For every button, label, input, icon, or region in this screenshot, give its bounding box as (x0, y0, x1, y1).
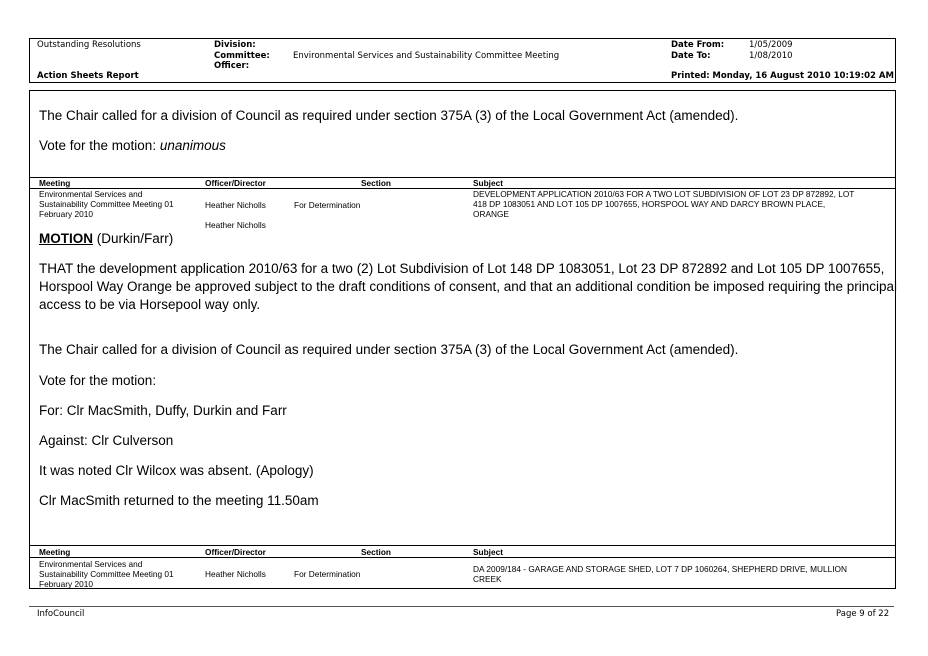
footer-rule (29, 606, 894, 607)
motion-text-line: access to be via Horsepool way only. (39, 297, 261, 312)
table2-header-top-rule (29, 545, 896, 546)
item1-vote-label: Vote for the motion: (39, 373, 157, 388)
item1-subject-line: ORANGE (473, 209, 509, 219)
col-header-section: Section (361, 178, 391, 188)
footer-left: InfoCouncil (37, 609, 85, 619)
item1-meeting-line: Sustainability Committee Meeting 01 (39, 199, 174, 209)
motion-text (39, 260, 897, 314)
division-label: Division: (214, 40, 256, 50)
item1-subject-line: DEVELOPMENT APPLICATION 2010/63 FOR A TWO LOT SUBDIVISION OF LOT 23 DP 872892, LOT (473, 189, 855, 199)
footer-page-number: Page 9 of 22 (836, 609, 890, 619)
item2-section: For Determination (294, 569, 361, 579)
item1-section: For Determination (294, 200, 361, 210)
item1-return-note: Clr MacSmith returned to the meeting 11.50am (39, 493, 319, 508)
date-to-label: Date To: (671, 51, 711, 61)
officer-label: Officer: (214, 61, 250, 71)
col-header-subject: Subject (473, 547, 503, 557)
committee-value: Environmental Services and Sustainability Committee Meeting (293, 51, 560, 61)
date-from-label: Date From: (671, 40, 725, 50)
motion-movers: (Durkin/Farr) (93, 231, 174, 246)
item2-subject-line: CREEK (473, 574, 502, 584)
item1-subject-line: 418 DP 1083051 AND LOT 105 DP 1007655, HORSPOOL WAY AND DARCY BROWN PLACE, (473, 199, 826, 209)
date-from-value: 1/05/2009 (749, 40, 793, 50)
printed-value: Monday, 16 August 2010 10:19:02 AM (712, 71, 894, 81)
item1-meeting (39, 189, 174, 219)
item2-officer: Heather Nicholls (205, 569, 266, 579)
col-header-meeting: Meeting (39, 547, 71, 557)
table2-header-bottom-rule (29, 557, 896, 558)
date-to-value: 1/08/2010 (749, 51, 793, 61)
item2-meeting-line: Environmental Services and (39, 559, 143, 569)
item1-subject (473, 189, 854, 219)
item1-officer: Heather Nicholls (205, 200, 266, 210)
motion-text-line: THAT the development application 2010/63 for a two (2) Lot Subdivision of Lot 148 DP 1083051, Lot 23 DP 872892 and Lot 105 DP 1007655, (39, 261, 885, 276)
vote-value: unanimous (159, 138, 226, 153)
item1-meeting-line: February 2010 (39, 209, 93, 219)
item2-subject (473, 564, 847, 584)
item1-officer-repeat: Heather Nicholls (205, 220, 266, 230)
report-title: Action Sheets Report (37, 71, 139, 81)
item2-meeting (39, 559, 174, 589)
col-header-meeting: Meeting (39, 178, 71, 188)
motion-text-line: Horspool Way Orange be approved subject to the draft conditions of consent, and that an additional condition be imposed requiring the principal (39, 279, 898, 294)
item2-subject-line: DA 2009/184 - GARAGE AND STORAGE SHED, LOT 7 DP 1060264, SHEPHERD DRIVE, MULLION (473, 564, 847, 574)
col-header-officer: Officer/Director (205, 547, 266, 557)
col-header-officer: Officer/Director (205, 178, 266, 188)
col-header-subject: Subject (473, 178, 503, 188)
committee-label: Committee: (214, 51, 270, 61)
item2-meeting-line: Sustainability Committee Meeting 01 (39, 569, 174, 579)
item1-vote-against: Against: Clr Culverson (39, 433, 174, 448)
table-header-top-rule (29, 177, 896, 178)
printed-label: Printed: (671, 71, 710, 81)
item1-absence-note: It was noted Clr Wilcox was absent. (Apology) (39, 463, 314, 478)
col-header-section: Section (361, 547, 391, 557)
item1-chair-division-text: The Chair called for a division of Council as required under section 375A (3) of the Local Government Act (amended). (39, 342, 739, 357)
item1-meeting-line: Environmental Services and (39, 189, 143, 199)
motion-heading (39, 230, 173, 248)
item1-vote-for: For: Clr MacSmith, Duffy, Durkin and Farr (39, 403, 287, 418)
chair-division-text: The Chair called for a division of Council as required under section 375A (3) of the Local Government Act (amended). (39, 108, 739, 123)
printed-stamp (671, 71, 894, 82)
content-box (29, 90, 896, 589)
vote-label: Vote for the motion: (39, 138, 160, 153)
motion-label: MOTION (39, 231, 93, 246)
report-name: Outstanding Resolutions (37, 40, 141, 50)
item2-meeting-line: February 2010 (39, 579, 93, 589)
vote-line (39, 137, 226, 155)
